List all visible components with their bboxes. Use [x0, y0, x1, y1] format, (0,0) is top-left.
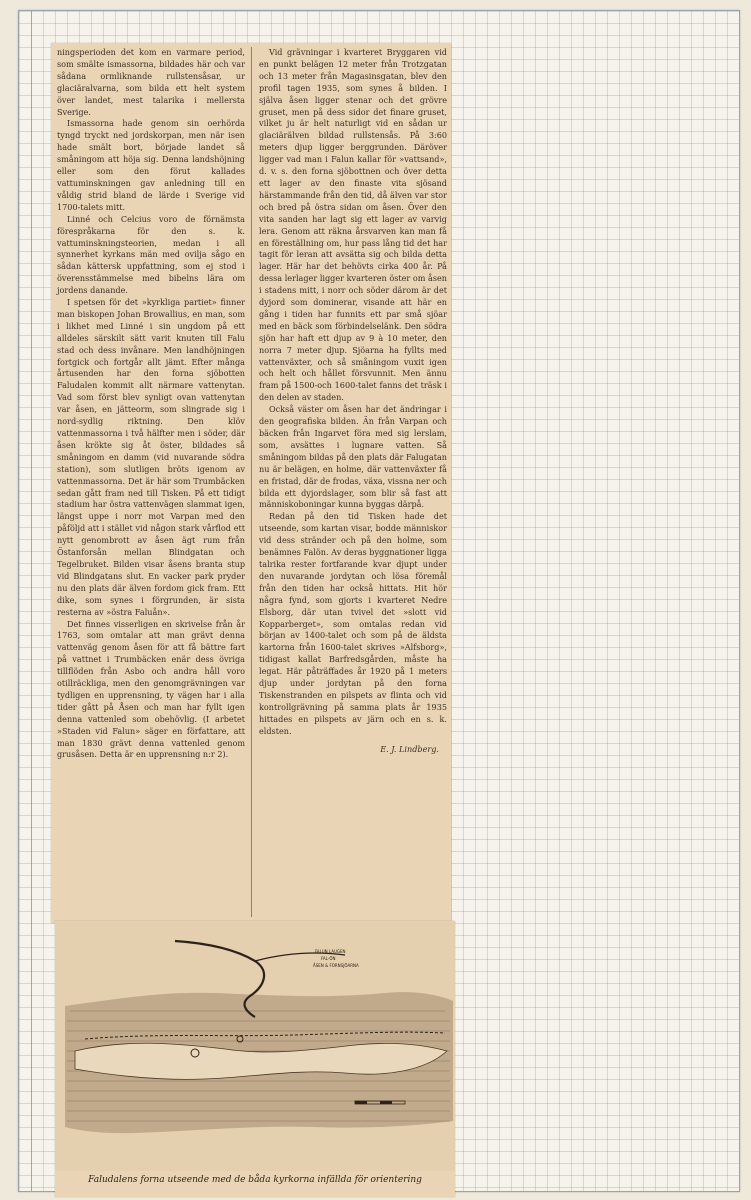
left-paragraph: I spetsen för det »kyrkliga partiet» finner man biskopen Johan Browallius, en man, som i likhet med Linné i sin ungdom på ett alldeles särskilt sätt varit knuten till Falu stad och dess invånare. Men landhöjningen fortgick och fortgår allt jämt. Efter många årtusenden har den forna sjöbotten Faludalen kommit allt närmare vattenytan. Vad som först blev synligt ovan vattenytan var åsen, en jätteorm, som slingrade sig i nord-sydlig riktning. Den klöv vattenmassorna i två hälfter men i söder, där åsen krökte sig åt öster, bildades så småningom en damm (vid nuvarande södra station), som slutligen bröts igenom av vattenmassorna. Det är här som Trumbäcken sedan gått fram ned till Tisken. På ett tidigt stadium har östra vattenvägen slammat igen, längst uppe i norr mot Varpan med den påföljd att i stället vid någon stark vårflod ett nytt genombrott av åsen ägt rum från Östanforsån mellan Blindgatan och Tegelbruket. Bilden visar åsens branta stup vid Blindgatans slut. En vacker park pryder nu den plats där älven fordom gick fram. Ett dike, som synes i förgrunden, är sista resterna av »östra Faluån».	[57, 297, 245, 617]
left-paragraph: Linné och Celcius voro de förnämsta förespråkarna för den s. k. vattuminskningsteorien, medan i all synnerhet kyrkans män med ovilja sågo en sådan kättersk uppfattning, som ej stod i överensstämmelse med bibelns lära om jordens danande.	[57, 213, 245, 296]
author-signature: E. J. Lindberg.	[380, 743, 439, 754]
left-paragraph: Det finnes visserligen en skrivelse från år 1763, som omtalar att man grävt denna vattenväg genom åsen för att få bättre fart på vattnet i Trumbäcken enär dess övriga tillflöden från Asbo och andra håll voro otillräckliga, men den genomgrävningen var tydligen en upprensning, ty vägen har i alla tider gått på Åsen och man har fyllt igen denna vattenled som obehövlig. (I arbetet »Staden vid Falun» säger en författare, att man 1830 grävt denna vattenled genom grusåsen. Detta är en upprensning n:r 2).	[57, 618, 245, 760]
map-caption: Faludalens forna utseende med de båda kyrkorna infällda för orientering	[88, 1175, 422, 1185]
left-paragraph: Ismassorna hade genom sin oerhörda tyngd tryckt ned jordskorpan, men när isen hade smält bort, började landet så småningom att höja sig. Denna landshöjning eller som den förut kallades vattuminskningen gav anledning till en våldig strid bland de lärde i Sverige vid 1700-talets mitt.	[57, 118, 245, 212]
scrapbook-page	[18, 10, 740, 1192]
right-paragraph: Vid grävningar i kvarteret Bryggaren vid en punkt belägen 12 meter från Trotzgatan och 13 meter från Magasinsgatan, blev den profil tagen 1935, som synes å bilden. I själva åsen ligger stenar och det grövre gruset, men på dess sidor det finare gruset, vilket ju är helt naturligt vid en sådan ur glaciärälven bildad rullstensås. På 3:60 meters djup ligger berggrunden. Däröver ligger vad man i Falun kallar för »vattsand», d. v. s. den forna sjöbottnen och över detta ett lager av den finaste vita sjösand härstammande från den tid, då älven var stor och bred på östra sidan om åsen. Över den vita sanden har lagt sig ett lager av varvig lera. Genom att räkna årsvarven kan man få en föreställning om, hur pass lång tid det har tagit för leran att avsätta sig och bilda detta lager. Här har det behövts cirka 400 år. På dessa lerlager ligger kvarteren öster om åsen i stadens mitt, i norr och söder därom är det dyjord som dominerar, visande att här en gång i tiden har funnits ett par små sjöar med en bäck som förbindelselänk. Den södra sjön har haft ett djup av 9 à 10 meter, den norra 7 meter djup. Sjöarna ha fyllts med vattenväxter, och så småningom vuxit igen och helt och hållet försvunnit. Men ännu fram på 1500-och 1600-talet fanns det träsk i den delen av staden.	[259, 47, 447, 403]
article-right-column	[259, 47, 447, 755]
legend-line: ÅSEN & FORNSJÖARNA	[313, 963, 359, 968]
legend-line: FALUN LAUGEN	[315, 949, 346, 954]
article-left-column	[57, 47, 245, 761]
right-paragraph: Redan på den tid Tisken hade det utseende, som kartan visar, bodde människor vid dess stränder och på den holme, som benämnes Falön. Av deras byggnationer ligga talrika rester fortfarande kvar djupt under den nuvarande jordytan och lösa föremål från den tiden har också hittats. Hit hör några fynd, som gjorts i kvarteret Nedre Elsborg, där utan tvivel det »slott vid Kopparberget», som omtalas redan vid början av 1400-talet och som på de äldsta kartorna från 1600-talet skrives »Alfsborg», tidigast kallat Barfredsgården, måste ha legat. Här påträffades år 1920 på 1 meters djup under jordytan på den forna Tiskenstranden en pilspets av flinta och vid kontrollgrävning på samma plats år 1935 hittades en pilspets av järn och en s. k. eldsten.	[259, 511, 447, 736]
newspaper-clipping-map	[55, 921, 455, 1197]
historical-map	[55, 921, 455, 1171]
column-divider	[251, 47, 252, 917]
left-paragraph: ningsperioden det kom en varmare period, som smälte ismassorna, bildades här och var sådana ormliknande rullstensåsar, ur glaciäralvarna, som bilda ett helt system över landet, mest talarika i mellersta Sverige.	[57, 47, 245, 117]
right-paragraph: Också väster om åsen har det ändringar i den geografiska bilden. Än från Varpan och bäcken från Ingarvet föra med sig lerslam, som, avsättes i lugnare vatten. Så småningom bildas på den plats där Falugatan nu är belägen, en holme, där vattenväxter få en fristad, där de frodas, växa, vissna ner och bilda ett dyjordslager, som blir så fast att människoboningar kunna byggas därpå.	[259, 404, 447, 510]
newspaper-clipping-article	[51, 43, 451, 923]
legend-line: FAL-ÖN	[321, 956, 336, 961]
